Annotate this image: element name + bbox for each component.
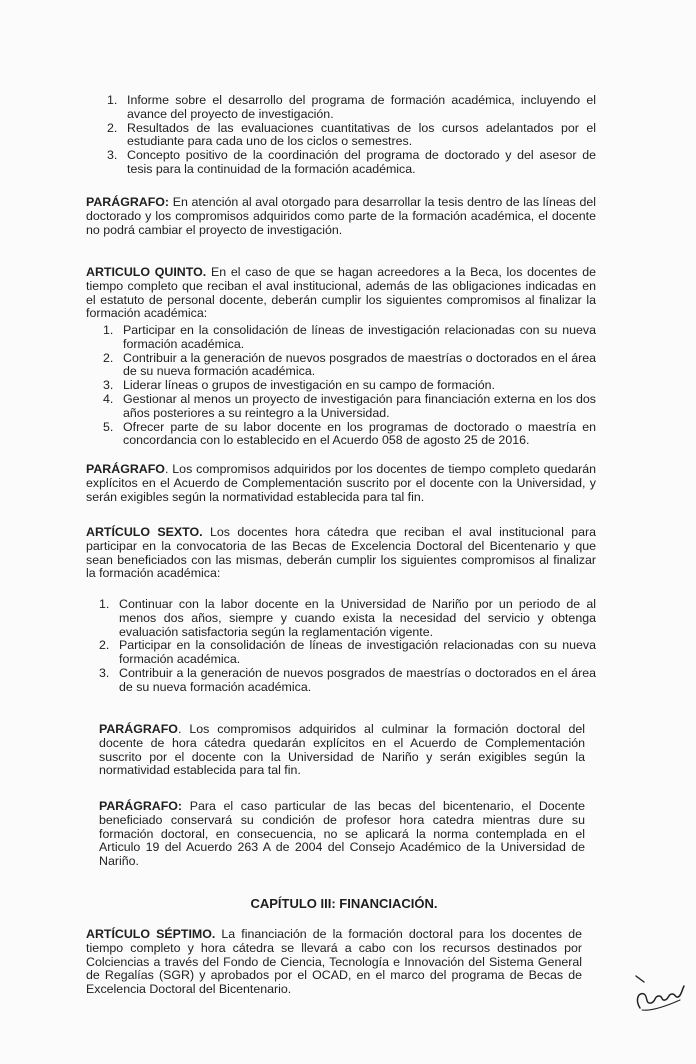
paragraph-text: En atención al aval otorgado para desarrollar la tesis dentro de las líneas del doctorado y los compromisos adquiridos como parte de la formación académica, el docente no podrá cambiar el proyecto de investigación. [86,195,596,237]
paragraph-text: Para el caso particular de las becas del bicentenario, el Docente beneficiado conservará su condición de profesor hora catedra mientras dure su formación doctoral, en consecuencia, no se aplicará la norma contemplada en el Articulo 19 del Acuerdo 263 A de 2004 del Consejo Académico de la Universidad de Nariño. [99,799,585,869]
list-item [107,94,596,122]
list-part-time-commitments [99,598,596,695]
list-item-number: 5. [103,419,114,434]
list-item-number: 2. [103,350,114,365]
list-item-number: 1. [107,93,118,107]
chapter-heading: CAPÍTULO III: FINANCIACIÓN. [250,896,438,911]
article-septimo [86,928,582,997]
paragraph-paragrafo-1 [86,196,596,237]
list-item-number: 2. [99,638,110,653]
article-label: ARTÍCULO SÉPTIMO. [86,927,216,941]
article-label: ARTÍCULO SEXTO. [86,525,203,539]
list-item [103,379,596,393]
list-item-text: Liderar líneas o grupos de investigación en su campo de formación. [123,378,495,393]
paragraph-paragrafo-3 [99,723,585,778]
list-item-text: Informe sobre el desarrollo del programa de formación académica, incluyendo el avance del proyecto de investigación. [127,93,596,121]
article-text: Los docentes hora cátedra que reciban el aval institucional para participar en la convocatoria de las Becas de Excelencia Doctoral del Bicentenario y que sean beneficiados con las mismas, deberán cumplir los siguientes compromisos al finalizar la formación académica: [86,525,597,581]
list-item [103,421,596,449]
article-text: La financiación de la formación doctoral para los docentes de tiempo completo y hora cátedra se llevará a cabo con los recursos destinados por Colciencias a través del Fondo de Ciencia, Tecnología e Innovación del Sistema General de Regalías (SGR) y aprobados por el OCAD, en el marco del programa de Becas de Excelencia Doctoral del Bicentenario. [86,927,582,997]
paragraph-label: PARÁGRAFO [99,722,178,736]
list-item-text: Contribuir a la generación de nuevos posgrados de maestrías o doctorados en el área de su nueva formación académica. [119,665,596,694]
paragraph-label: PARÁGRAFO: [99,799,183,813]
list-item-number: 4. [103,391,114,406]
list-item-text: Gestionar al menos un proyecto de investigación para financiación externa en los dos años posteriores a su reintegro a la Universidad. [123,391,596,420]
article-label: ARTICULO QUINTO. [86,265,207,279]
signature-mark [632,970,688,1016]
list-item [99,598,596,639]
list-item-number: 1. [99,597,110,611]
list-full-time-commitments [103,324,596,448]
paragraph-text: . Los compromisos adquiridos por los docentes de tiempo completo quedarán explícitos en el Acuerdo de Complementación suscrito por el docente con la Universidad, y serán exigibles según la normatividad establecida para tal fin. [86,462,596,504]
list-evaluation-requirements [107,94,596,177]
list-item-number: 2. [107,120,118,135]
paragraph-text: . Los compromisos adquiridos al culminar la formación doctoral del docente de hora cátedra quedarán explícitos en el Acuerdo de Complementación suscrito por el docente con la Universidad de Nariño y serán exigibles según la normatividad establecida para tal fin. [99,722,585,778]
list-item [103,352,596,380]
paragraph-paragrafo-4 [99,800,585,869]
article-text: En el caso de que se hagan acreedores a la Beca, los docentes de tiempo completo que reciban el aval institucional, además de las obligaciones indicadas en el estatuto de personal docente, deberán cumplir los siguientes compromisos al finalizar la formación académica: [86,265,596,321]
list-item [103,393,596,421]
list-item-text: Continuar con la labor docente en la Universidad de Nariño por un periodo de al menos dos años, siempre y cuando exista la necesidad del servicio y obtenga evaluación satisfactoria según la reglamentación vigente. [119,597,596,639]
list-item-text: Contribuir a la generación de nuevos posgrados de maestrías o doctorados en el área de su nueva formación académica. [123,350,596,379]
paragraph-paragrafo-2 [86,463,596,504]
list-item [99,667,596,695]
list-item-text: Participar en la consolidación de líneas de investigación relacionadas con su nueva formación académica. [123,323,596,351]
list-item [99,639,596,667]
list-item [107,149,596,177]
list-item-number: 3. [107,148,118,163]
list-item-text: Participar en la consolidación de líneas de investigación relacionadas con su nueva formación académica. [119,638,596,667]
paragraph-label: PARÁGRAFO: [86,195,170,209]
list-item-number: 3. [99,665,110,680]
list-item-text: Resultados de las evaluaciones cuantitativas de los cursos adelantados por el estudiante para cada uno de los ciclos o semestres. [127,120,596,149]
paragraph-label: PARÁGRAFO [86,462,165,476]
article-quinto [86,266,596,321]
article-sexto [86,526,596,581]
list-item-text: Ofrecer parte de su labor docente en los programas de doctorado o maestría en concordancia con lo establecido en el Acuerdo 058 de agosto 25 de 2016. [123,419,596,448]
list-item-number: 1. [103,323,114,337]
list-item [103,324,596,352]
list-item-text: Concepto positivo de la coordinación del programa de doctorado y del asesor de tesis para la continuidad de la formación académica. [127,148,596,176]
list-item [107,122,596,150]
list-item-number: 3. [103,378,114,393]
